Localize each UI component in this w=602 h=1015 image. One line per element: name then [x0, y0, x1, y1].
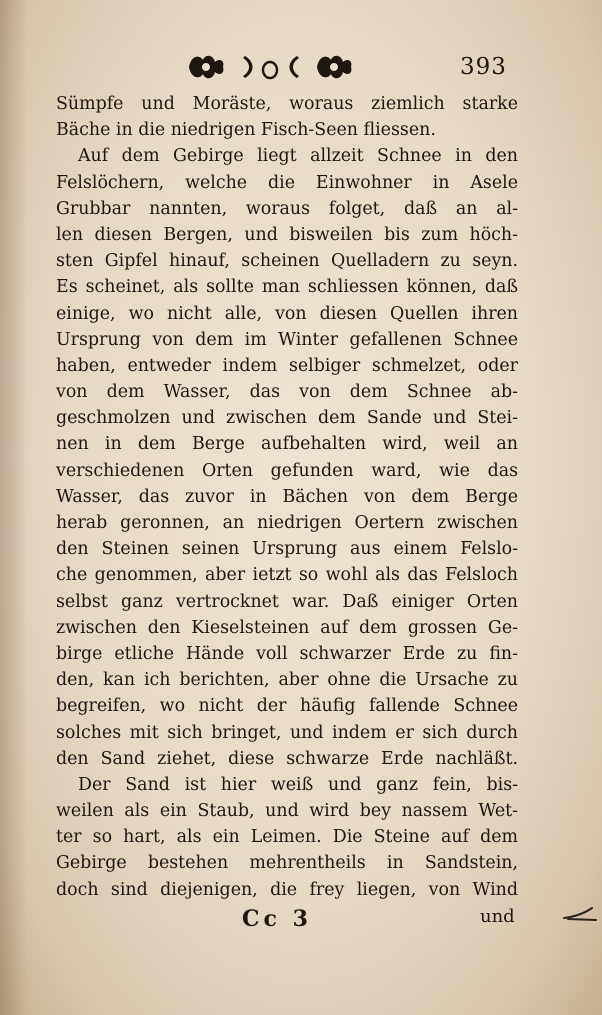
page-number: 393: [460, 54, 507, 80]
running-head: [0, 46, 602, 86]
pencil-margin-mark-icon: [562, 900, 600, 924]
text-line: verschiedenen Orten gefunden ward, wie das: [56, 460, 518, 481]
text-line: solches mit sich bringet, und indem er sich durch: [56, 722, 518, 743]
text-line: haben, entweder indem selbiger schmelzet, oder: [56, 355, 518, 376]
text-line: Gebirge bestehen mehrentheils in Sandstein,: [56, 853, 518, 874]
body-text: [56, 91, 518, 903]
text-line: einige, wo nicht alle, von diesen Quellen ihren: [56, 303, 518, 324]
text-line: Ursprung von dem im Winter gefallenen Schnee: [56, 329, 518, 350]
text-line: Auf dem Gebirge liegt allzeit Schnee in den: [78, 146, 518, 167]
text-line: den Steinen seinen Ursprung aus einem Felslo-: [56, 539, 518, 560]
text-line: Grubbar nannten, woraus folget, daß an al-: [56, 198, 518, 219]
text-line: den Sand ziehet, diese schwarze Erde nachläßt.: [56, 748, 518, 769]
text-line: sten Gipfel hinauf, scheinen Quelladern zu seyn.: [56, 251, 518, 272]
text-line: Sümpfe und Moräste, woraus ziemlich starke: [56, 94, 518, 114]
text-line: len diesen Bergen, und bisweilen bis zum höch-: [56, 224, 518, 245]
signature-mark: Cc 3: [242, 906, 312, 932]
text-line: che genommen, aber ietzt so wohl als das Felsloch: [56, 565, 518, 586]
text-line: Der Sand ist hier weiß und ganz fein, bis-: [78, 774, 518, 795]
text-line: doch sind diejenigen, die frey liegen, von Wind: [56, 879, 518, 900]
text-line: weilen als ein Staub, und wird bey nassem Wet-: [56, 801, 518, 822]
text-line: begreifen, wo nicht der häufig fallende Schnee: [56, 696, 518, 717]
page-footer: [0, 906, 602, 938]
text-line: von dem Wasser, das von dem Schnee ab-: [56, 382, 518, 403]
text-line: Wasser, das zuvor in Bächen von dem Berge: [56, 486, 518, 507]
gutter-shadow: [0, 0, 28, 1015]
text-line: Bäche in die niedrigen Fisch-Seen fliessen.: [56, 120, 436, 141]
printers-ornament-icon: [185, 50, 355, 84]
text-line: den, kan ich berichten, aber ohne die Ursache zu: [56, 670, 518, 691]
text-line: ter so hart, als ein Leimen. Die Steine auf dem: [56, 827, 518, 848]
text-line: zwischen den Kieselsteinen auf dem grossen Ge-: [56, 617, 518, 638]
text-line: birge etliche Hände voll schwarzer Erde zu fin-: [56, 643, 518, 664]
text-line: Felslöchern, welche die Einwohner in Asele: [56, 172, 518, 193]
text-line: geschmolzen und zwischen dem Sande und Stei-: [56, 408, 518, 429]
text-line: selbst ganz vertrocknet war. Daß einiger Orten: [56, 591, 518, 612]
text-line: nen in dem Berge aufbehalten wird, weil an: [56, 434, 518, 455]
text-line: herab geronnen, an niedrigen Oertern zwischen: [56, 513, 518, 533]
text-line: Es scheinet, als sollte man schliessen können, daß: [56, 277, 518, 298]
catchword: und: [480, 906, 515, 927]
